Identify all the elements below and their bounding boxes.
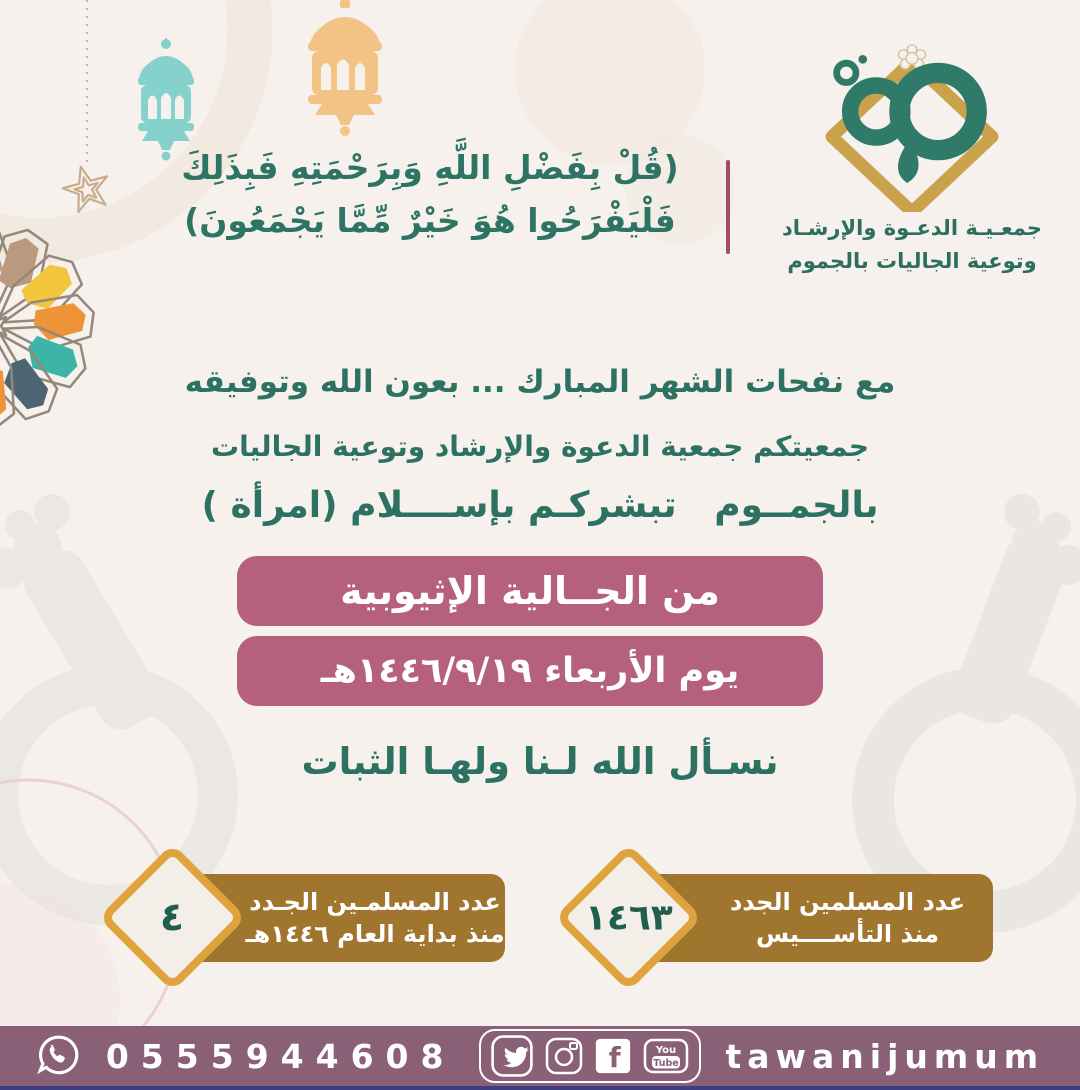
community-banner [237,556,823,626]
youtube-top-text: You [656,1045,677,1056]
lantern-orange-icon [298,0,392,140]
announcement-line3: بالجمــوم تبشركـم بإســــلام (امرأة ) [201,485,879,526]
social-handle: tawanijumum [725,1036,1045,1076]
quran-verse [165,142,695,248]
star-icon [59,161,115,214]
stat-since-founding-value-diamond [554,843,702,991]
stat-since-year-start-line1: عدد المسلمـين الجـدد [249,887,501,916]
logo-heart-icon [817,40,1007,212]
vertical-divider [726,160,730,254]
logo-title: جمعـيـة الدعـوة والإرشـاد [781,216,1043,240]
logo-subtitle: وتوعية الجاليات بالجموم [787,248,1037,273]
date-banner [237,636,823,706]
stat-since-founding-line2: منذ التأســــيس [755,920,940,948]
community-banner-text: من الجــالية الإثيوبية [340,569,720,613]
stat-since-year-start-value: ٤ [160,894,185,941]
facebook-icon [595,1038,631,1074]
stat-since-year-start-line2: منذ بداية العام ١٤٤٦هـ [245,920,505,948]
youtube-bottom-text: Tube [653,1058,680,1069]
announcement-line1: مع نفحات الشهر المبارك ... بعون الله وتوفيقه [184,364,896,400]
phone-number: 0555944608 [105,1036,456,1076]
date-banner-text: يوم الأربعاء ١٤٤٦/٩/١٩هـ [320,651,740,691]
announcement-block [90,364,990,526]
youtube-icon [643,1037,689,1075]
quran-verse-line2: فَلْيَفْرَحُوا هُوَ خَيْرٌ مِّمَّا يَجْمَعُونَ) [184,200,676,240]
stat-since-founding-value: ١٤٦٣ [584,896,673,938]
twitter-icon [491,1035,533,1077]
instagram-icon [545,1037,583,1075]
stat-since-founding-line1: عدد المسلمين الجدد [729,887,966,916]
social-icons-group [479,1029,701,1083]
announcement-line2: جمعيتكم جمعية الدعوة والإرشاد وتوعية الجاليات [210,430,870,463]
quran-verse-line1: (قُلْ بِفَضْلِ اللَّهِ وَبِرَحْمَتِهِ فَبِذَلِكَ [181,148,679,187]
dua-line: نسـأل الله لـنا ولهـا الثبات [301,740,779,783]
facebook-letter: f [609,1043,622,1074]
organization-logo [778,40,1046,277]
whatsapp-icon [36,1033,82,1079]
contact-footer [0,1026,1080,1090]
stat-since-year-start-value-diamond [98,843,246,991]
